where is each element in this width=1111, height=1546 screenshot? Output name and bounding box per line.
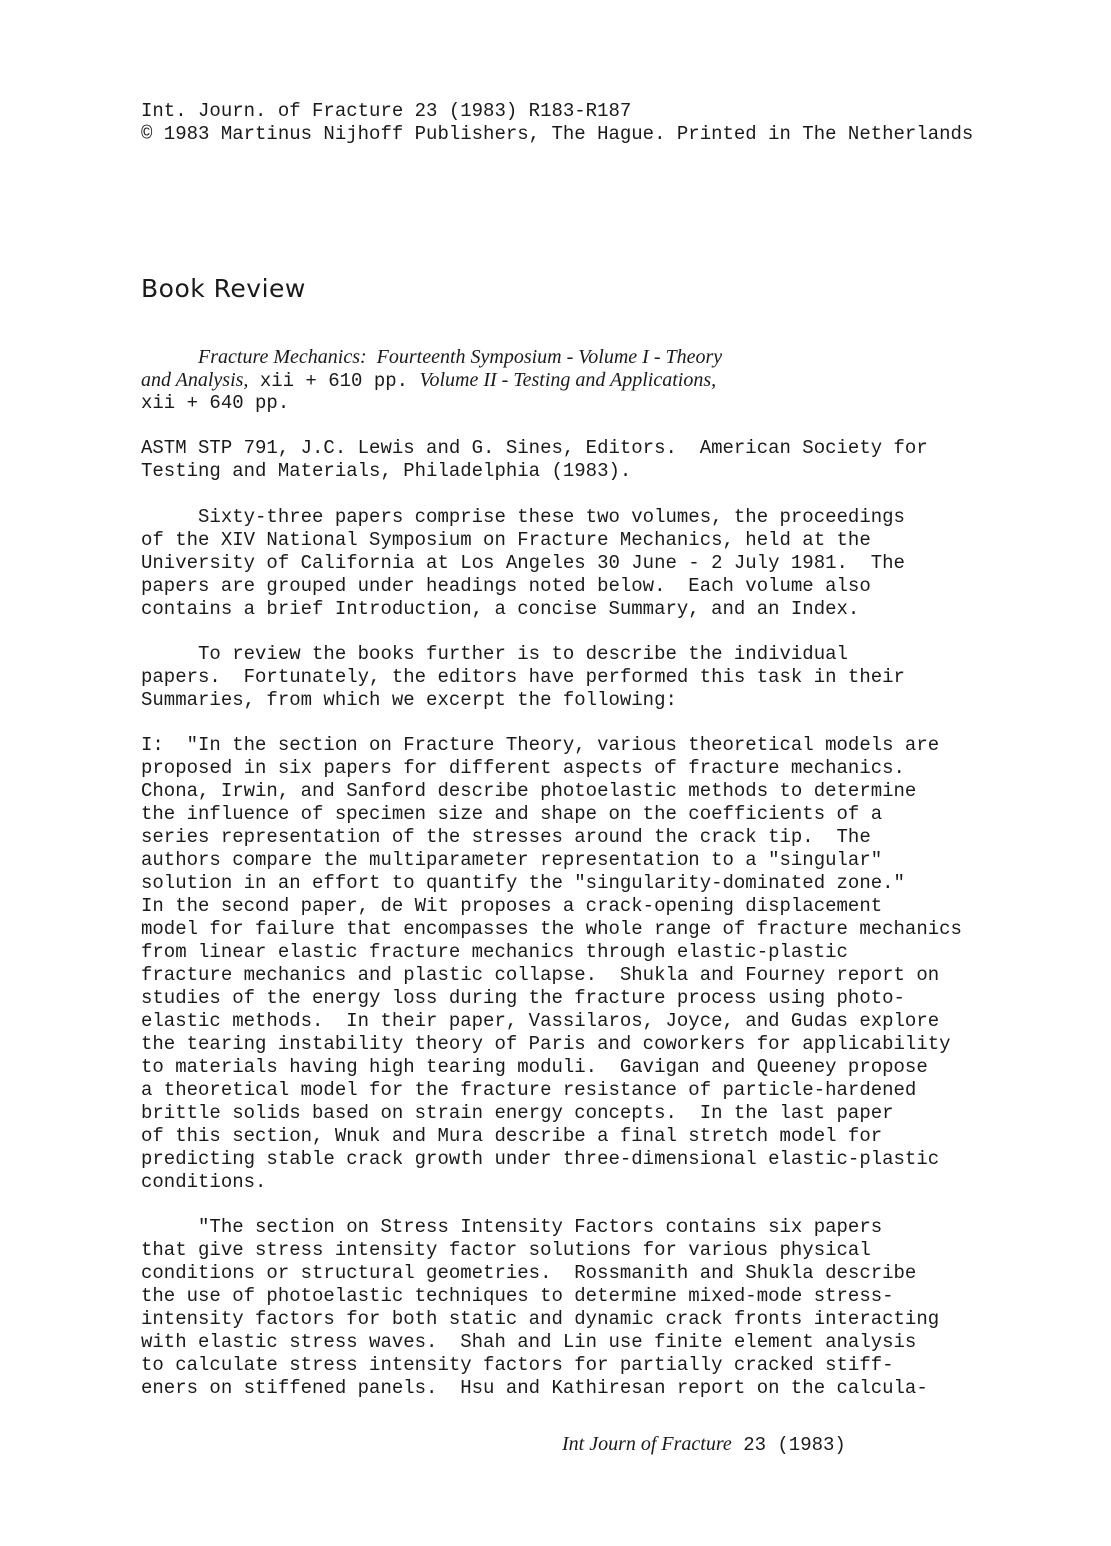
citation-vol2-title: Volume II - Testing and Applications, <box>419 369 717 391</box>
text-line: Chona, Irwin, and Sanford describe photoelastic methods to determine <box>141 780 917 802</box>
text-line: To review the books further is to describe the individual <box>141 643 848 665</box>
text-line: papers are grouped under headings noted below. Each volume also <box>141 575 871 597</box>
text-line: conditions. <box>141 1171 267 1193</box>
text-line: to calculate stress intensity factors for partially cracked stiff- <box>141 1354 894 1376</box>
citation-pages-vol2: xii + 640 pp. <box>141 392 290 414</box>
text-line: conditions or structural geometries. Rossmanith and Shukla describe <box>141 1262 917 1284</box>
text-line: eners on stiffened panels. Hsu and Kathiresan report on the calcula- <box>141 1377 928 1399</box>
text-line: of the XIV National Symposium on Fracture Mechanics, held at the <box>141 529 871 551</box>
footer-journal: Int Journ of Fracture <box>562 1433 732 1455</box>
citation-pages-vol1: xii + 610 pp. <box>248 370 420 392</box>
section-heading: Book Review <box>141 274 306 303</box>
text-line: of this section, Wnuk and Mura describe a final stretch model for <box>141 1125 883 1147</box>
text-line: I: "In the section on Fracture Theory, various theoretical models are <box>141 734 940 756</box>
text-line: studies of the energy loss during the fracture process using photo- <box>141 987 905 1009</box>
publisher-line: Testing and Materials, Philadelphia (1983). <box>141 460 632 482</box>
citation-title: Fracture Mechanics: Fourteenth Symposium - Volume I - Theory <box>198 346 723 368</box>
text-line: to materials having high tearing moduli. Gavigan and Queeney propose <box>141 1056 928 1078</box>
publisher-line: ASTM STP 791, J.C. Lewis and G. Sines, Editors. American Society for <box>141 437 928 459</box>
citation-line-1 <box>141 346 722 370</box>
text-line: from linear elastic fracture mechanics through elastic-plastic <box>141 941 848 963</box>
text-line: model for failure that encompasses the whole range of fracture mechanics <box>141 918 962 940</box>
text-line: predicting stable crack growth under three-dimensional elastic-plastic <box>141 1148 940 1170</box>
text-line: elastic methods. In their paper, Vassilaros, Joyce, and Gudas explore <box>141 1010 940 1032</box>
footer-volume: 23 (1983) <box>731 1434 846 1456</box>
text-line: intensity factors for both static and dynamic crack fronts interacting <box>141 1308 940 1330</box>
citation-title-cont: and Analysis, <box>141 369 249 391</box>
text-line: the use of photoelastic techniques to determine mixed-mode stress- <box>141 1285 894 1307</box>
text-line: University of California at Los Angeles 30 June - 2 July 1981. The <box>141 552 905 574</box>
text-line: solution in an effort to quantify the "singularity-dominated zone." <box>141 872 905 894</box>
text-line: papers. Fortunately, the editors have performed this task in their <box>141 666 905 688</box>
text-line: authors compare the multiparameter representation to a "singular" <box>141 849 883 871</box>
text-line: with elastic stress waves. Shah and Lin use finite element analysis <box>141 1331 917 1353</box>
text-line: "The section on Stress Intensity Factors contains six papers <box>141 1216 883 1238</box>
text-line: Summaries, from which we excerpt the following: <box>141 689 677 711</box>
text-line: proposed in six papers for different aspects of fracture mechanics. <box>141 757 905 779</box>
text-line: In the second paper, de Wit proposes a crack-opening displacement <box>141 895 883 917</box>
text-line: a theoretical model for the fracture resistance of particle-hardened <box>141 1079 917 1101</box>
copyright-line: © 1983 Martinus Nijhoff Publishers, The Hague. Printed in The Netherlands <box>141 123 974 145</box>
text-line: fracture mechanics and plastic collapse. Shukla and Fourney report on <box>141 964 940 986</box>
text-line: contains a brief Introduction, a concise Summary, and an Index. <box>141 598 860 620</box>
text-line: series representation of the stresses around the crack tip. The <box>141 826 871 848</box>
page-footer <box>562 1433 846 1457</box>
text-line: the influence of specimen size and shape on the coefficients of a <box>141 803 883 825</box>
text-line: the tearing instability theory of Paris and coworkers for applicability <box>141 1033 951 1055</box>
text-line: Sixty-three papers comprise these two volumes, the proceedings <box>141 506 905 528</box>
text-line: brittle solids based on strain energy concepts. In the last paper <box>141 1102 894 1124</box>
citation-line-2 <box>141 369 716 393</box>
journal-line: Int. Journ. of Fracture 23 (1983) R183-R187 <box>141 100 632 122</box>
text-line: that give stress intensity factor solutions for various physical <box>141 1239 871 1261</box>
